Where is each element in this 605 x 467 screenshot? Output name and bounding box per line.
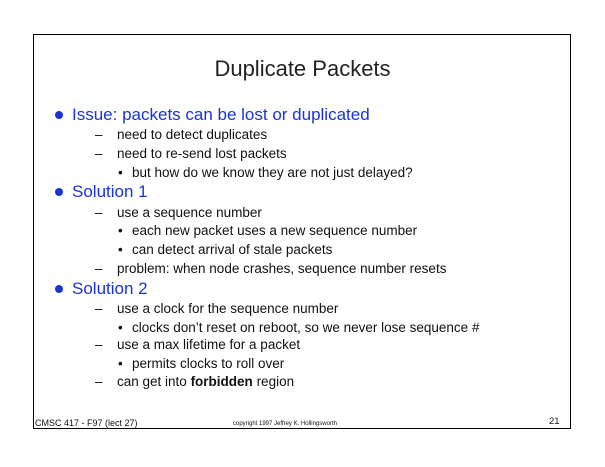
dash-icon: – xyxy=(95,146,103,161)
dash-icon: – xyxy=(95,261,103,276)
sub-sub-item-text: permits clocks to roll over xyxy=(132,356,285,371)
bullet-small-icon: • xyxy=(118,242,123,257)
bullet-small-icon: • xyxy=(118,320,123,335)
bullet-solution-1 xyxy=(72,182,148,202)
bullet-issue xyxy=(72,105,370,125)
dash-icon: – xyxy=(95,301,103,316)
footer-course: CMSC 417 - F97 (lect 27) xyxy=(35,418,138,428)
dash-icon: – xyxy=(95,205,103,220)
sub-item xyxy=(95,337,300,352)
sub-item-text-after: region xyxy=(252,374,295,389)
bullet-dot-icon xyxy=(55,188,63,196)
sub-sub-item-text: clocks don’t reset on reboot, so we never lose sequence # xyxy=(132,320,480,335)
sub-item-text-before: can get into xyxy=(117,374,191,389)
sub-item-text: use a clock for the sequence number xyxy=(117,301,339,316)
bullet-small-icon: • xyxy=(118,223,123,238)
sub-item xyxy=(95,374,294,389)
sub-item-text: problem: when node crashes, sequence number resets xyxy=(117,261,447,276)
sub-sub-item-text: each new packet uses a new sequence number xyxy=(132,223,418,238)
sub-sub-item-text: can detect arrival of stale packets xyxy=(132,242,333,257)
sub-sub-item xyxy=(118,165,413,180)
bullet-text: Issue: packets can be lost or duplicated xyxy=(72,105,370,124)
dash-icon: – xyxy=(95,127,103,142)
sub-item xyxy=(95,146,287,161)
bullet-small-icon: • xyxy=(118,165,123,180)
sub-item-text: need to detect duplicates xyxy=(117,127,268,142)
bullet-small-icon: • xyxy=(118,356,123,371)
sub-item-text: use a sequence number xyxy=(117,205,262,220)
bullet-text: Solution 1 xyxy=(72,182,148,201)
sub-item-text: use a max lifetime for a packet xyxy=(117,337,301,352)
sub-sub-item xyxy=(118,223,417,238)
dash-icon: – xyxy=(95,337,103,352)
sub-item xyxy=(95,301,338,316)
sub-sub-item xyxy=(118,242,332,257)
bullet-solution-2 xyxy=(72,279,148,299)
sub-item xyxy=(95,261,446,276)
bullet-dot-icon xyxy=(55,111,63,119)
sub-item xyxy=(95,205,262,220)
footer-copyright: copyright 1997 Jeffrey K. Hollingsworth xyxy=(233,421,337,427)
sub-item-text-bold: forbidden xyxy=(190,374,253,389)
sub-item xyxy=(95,127,267,142)
sub-sub-item-text: but how do we know they are not just delayed? xyxy=(132,165,413,180)
dash-icon: – xyxy=(95,374,103,389)
sub-sub-item xyxy=(118,320,479,335)
bullet-dot-icon xyxy=(55,285,63,293)
sub-sub-item xyxy=(118,356,284,371)
bullet-text: Solution 2 xyxy=(72,279,148,298)
slide-title: Duplicate Packets xyxy=(214,56,391,81)
sub-item-text: need to re-send lost packets xyxy=(117,146,287,161)
page-number: 21 xyxy=(549,416,560,427)
